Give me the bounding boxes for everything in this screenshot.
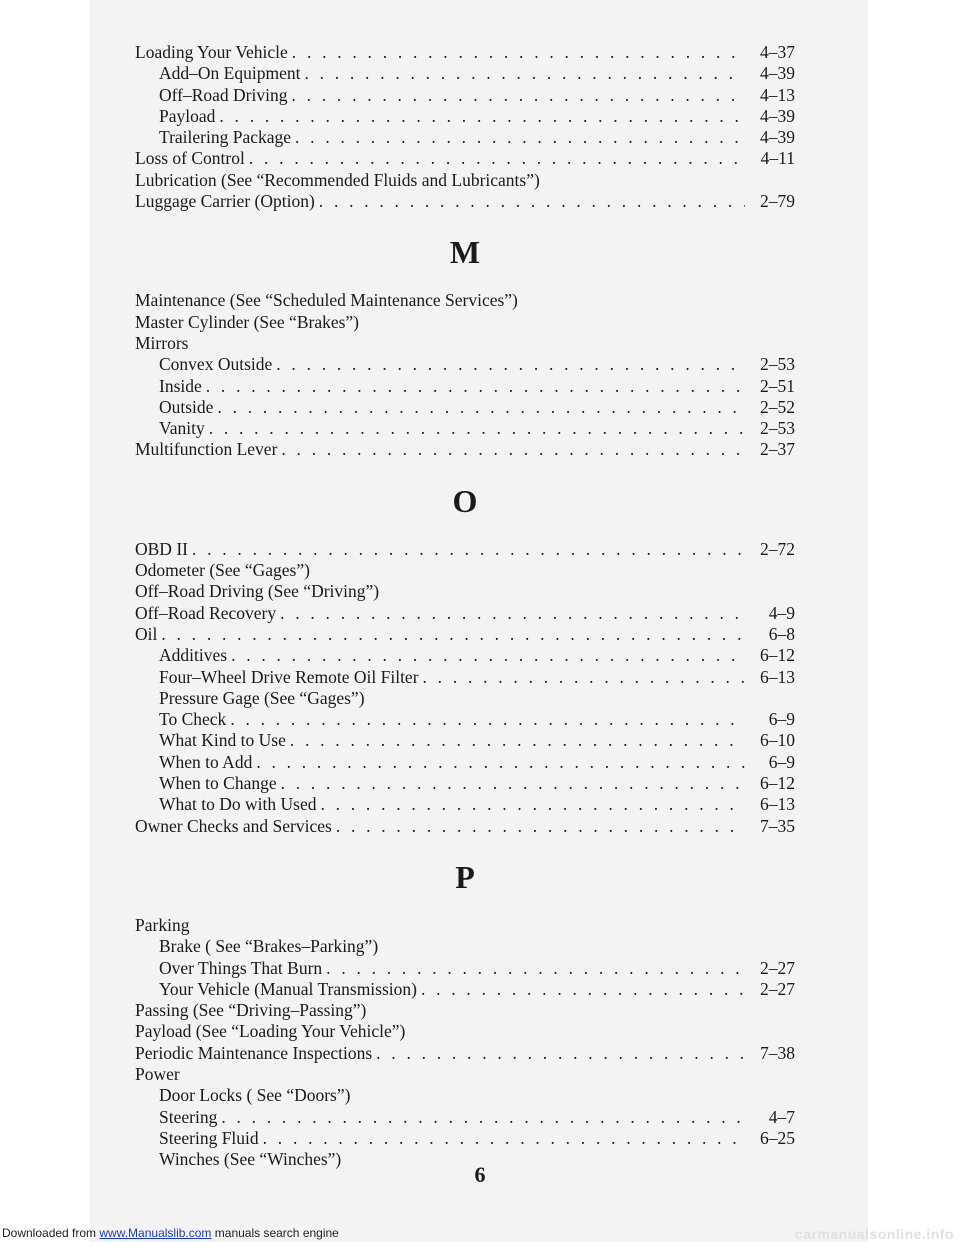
index-entry: Off–Road Recovery . . . 4–9 bbox=[135, 603, 795, 624]
index-entry: Power bbox=[135, 1063, 180, 1084]
index-entry: What to Do with Used . . . 6–13 bbox=[135, 794, 795, 815]
index-entry: Steering . . . 4–7 bbox=[135, 1107, 795, 1128]
index-entry: OBD II . . . 2–72 bbox=[135, 539, 795, 560]
index-entry: Master Cylinder (See “Brakes”) bbox=[135, 311, 360, 332]
index-entry: Outside . . . 2–52 bbox=[135, 397, 795, 418]
index-entry: Your Vehicle (Manual Transmission) . . . 2–27 bbox=[135, 979, 795, 1000]
section-letter-m: M bbox=[449, 234, 481, 271]
index-entry: When to Add . . . 6–9 bbox=[135, 752, 795, 773]
download-suffix: manuals search engine bbox=[211, 1226, 339, 1240]
index-section-l bbox=[135, 42, 795, 212]
index-entry: When to Change . . . 6–12 bbox=[135, 773, 795, 794]
index-entry: Pressure Gage (See “Gages”) bbox=[159, 687, 365, 708]
download-prefix: Downloaded from bbox=[2, 1226, 100, 1240]
index-entry: Loading Your Vehicle . . . 4–37 bbox=[135, 42, 795, 63]
index-entry: Odometer (See “Gages”) bbox=[135, 560, 310, 581]
index-section-m bbox=[135, 290, 795, 460]
index-entry: Steering Fluid . . . 6–25 bbox=[135, 1128, 795, 1149]
index-entry: Trailering Package . . . 4–39 bbox=[135, 127, 795, 148]
index-entry: Door Locks ( See “Doors”) bbox=[159, 1085, 351, 1106]
page-number: 6 bbox=[474, 1162, 486, 1187]
index-entry: Owner Checks and Services . . . 7–35 bbox=[135, 816, 795, 837]
index-entry: Parking bbox=[135, 914, 190, 935]
index-entry: Periodic Maintenance Inspections . . . 7–38 bbox=[135, 1043, 795, 1064]
index-entry: What Kind to Use . . . 6–10 bbox=[135, 730, 795, 751]
index-entry: Multifunction Lever . . . 2–37 bbox=[135, 439, 795, 460]
index-entry: Mirrors bbox=[135, 332, 189, 353]
index-entry: Winches (See “Winches”) bbox=[159, 1149, 342, 1170]
index-entry: Convex Outside . . . 2–53 bbox=[135, 354, 795, 375]
index-section-o bbox=[135, 539, 795, 837]
download-notice bbox=[2, 1226, 339, 1240]
index-entry: Maintenance (See “Scheduled Maintenance Services”) bbox=[135, 290, 518, 311]
index-entry: Vanity . . . 2–53 bbox=[135, 418, 795, 439]
index-entry: Oil . . . 6–8 bbox=[135, 624, 795, 645]
index-entry: Off–Road Driving . . . 4–13 bbox=[135, 85, 795, 106]
index-entry: Luggage Carrier (Option) . . . 2–79 bbox=[135, 191, 795, 212]
section-letter-p: P bbox=[455, 858, 475, 895]
index-entry: To Check . . . 6–9 bbox=[135, 709, 795, 730]
index-entry: Off–Road Driving (See “Driving”) bbox=[135, 581, 380, 602]
index-entry: Payload (See “Loading Your Vehicle”) bbox=[135, 1021, 406, 1042]
index-entry: Loss of Control . . . 4–11 bbox=[135, 148, 795, 169]
index-entry: Brake ( See “Brakes–Parking”) bbox=[159, 936, 379, 957]
index-content bbox=[135, 42, 795, 1170]
watermark: carmanualsonline.info bbox=[794, 1226, 954, 1242]
index-entry: Inside . . . 2–51 bbox=[135, 376, 795, 397]
index-entry: Over Things That Burn . . . 2–27 bbox=[135, 958, 795, 979]
index-entry: Four–Wheel Drive Remote Oil Filter . . . 6–13 bbox=[135, 667, 795, 688]
index-entry: Add–On Equipment . . . 4–39 bbox=[135, 63, 795, 84]
download-footer bbox=[0, 1226, 960, 1242]
index-entry: Lubrication (See “Recommended Fluids and Lubricants”) bbox=[135, 169, 540, 190]
section-letter-o: O bbox=[452, 482, 478, 519]
index-entry: Passing (See “Driving–Passing”) bbox=[135, 1000, 367, 1021]
manualslib-link[interactable]: www.Manualslib.com bbox=[99, 1226, 212, 1240]
index-entry: Additives . . . 6–12 bbox=[135, 645, 795, 666]
index-entry: Payload . . . 4–39 bbox=[135, 106, 795, 127]
index-section-p bbox=[135, 915, 795, 1171]
